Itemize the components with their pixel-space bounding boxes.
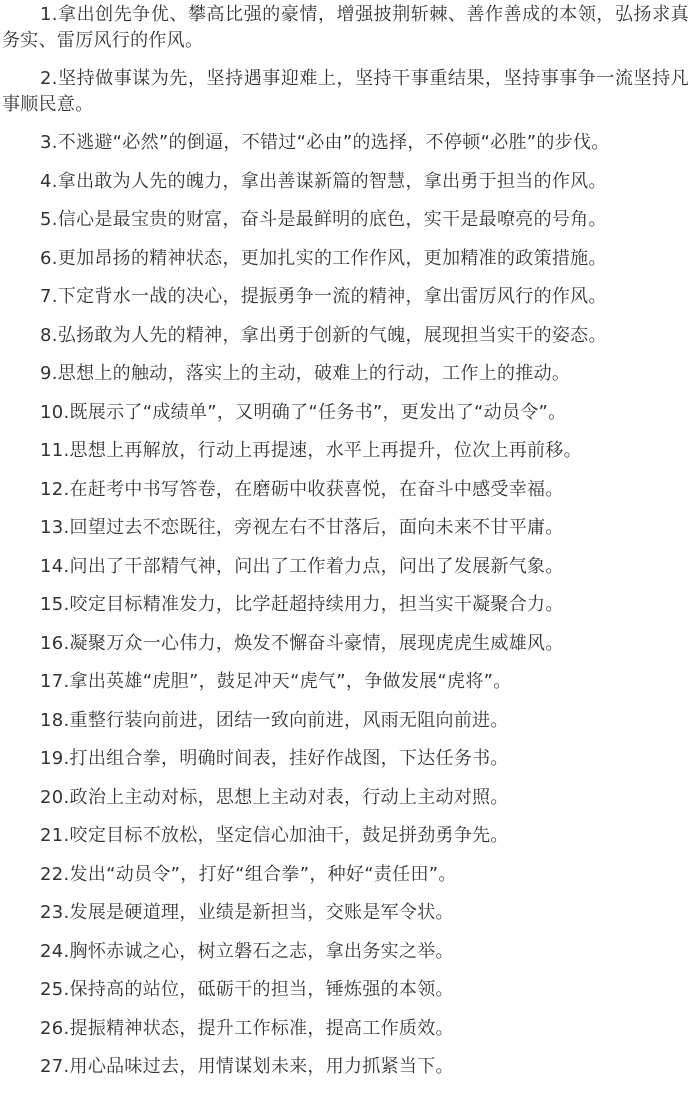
paragraph-22: 22.发出“动员令”，打好“组合拳”，种好“责任田”。 — [40, 863, 457, 885]
paragraph-25: 25.保持高的站位，砥砺干的担当，锤炼强的本领。 — [40, 979, 454, 1000]
paragraph-15: 15.咬定目标精准发力，比学赶超持续用力，担当实干凝聚合力。 — [40, 594, 564, 615]
paragraph-2: 2.坚持做事谋为先，坚持遇事迎难上，坚持干事重结果，坚持事事争一流坚持凡事顺民意。 — [2, 68, 689, 115]
paragraph-21: 21.咬定目标不放松，坚定信心加油干，鼓足拼劲勇争先。 — [40, 825, 509, 846]
paragraph-8: 8.弘扬敢为人先的精神，拿出勇于创新的气魄，展现担当实干的姿态。 — [40, 324, 607, 346]
paragraph-27: 27.用心品味过去，用情谋划未来，用力抓紧当下。 — [40, 1056, 454, 1077]
paragraph-10: 10.既展示了“成绩单”，又明确了“任务书”，更发出了“动员令”。 — [40, 401, 567, 423]
paragraph-12: 12.在赶考中书写答卷，在磨砺中收获喜悦，在奋斗中感受幸福。 — [40, 478, 564, 500]
paragraph-26: 26.提振精神状态，提升工作标准，提高工作质效。 — [40, 1017, 454, 1039]
paragraph-4: 4.拿出敢为人先的魄力，拿出善谋新篇的智慧，拿出勇于担当的作风。 — [40, 170, 607, 192]
paragraph-6: 6.更加昂扬的精神状态，更加扎实的工作作风，更加精准的政策措施。 — [40, 247, 607, 269]
paragraph-3: 3.不逃避“必然”的倒逼，不错过“必由”的选择，不停顿“必胜”的步伐。 — [40, 132, 610, 153]
paragraph-19: 19.打出组合拳，明确时间表，挂好作战图，下达任务书。 — [40, 748, 509, 769]
paragraph-11: 11.思想上再解放，行动上再提速，水平上再提升，位次上再前移。 — [40, 440, 582, 461]
paragraph-9: 9.思想上的触动，落实上的主动，破难上的行动，工作上的推动。 — [40, 363, 571, 384]
paragraph-20: 20.政治上主动对标，思想上主动对表，行动上主动对照。 — [40, 786, 509, 808]
paragraph-13: 13.回望过去不恋既往，旁视左右不甘落后，面向未来不甘平庸。 — [40, 517, 564, 538]
paragraph-17: 17.拿出英雄“虎胆”，鼓足冲天“虎气”，争做发展“虎将”。 — [40, 671, 512, 692]
paragraph-18: 18.重整行装向前进，团结一致向前进，风雨无阻向前进。 — [40, 709, 509, 731]
paragraph-7: 7.下定背水一战的决心，提振勇争一流的精神，拿出雷厉风行的作风。 — [40, 286, 607, 307]
paragraph-5: 5.信心是最宝贵的财富，奋斗是最鲜明的底色，实干是最嘹亮的号角。 — [40, 209, 607, 230]
paragraph-1: 1.拿出创先争优、攀高比强的豪情，增强披荆斩棘、善作善成的本领，弘扬求真务实、雷厉风行的作风。 — [2, 4, 689, 51]
paragraph-16: 16.凝聚万众一心伟力，焕发不懈奋斗豪情，展现虎虎生威雄风。 — [40, 632, 564, 654]
paragraph-14: 14.问出了干部精气神，问出了工作着力点，问出了发展新气象。 — [40, 555, 564, 577]
paragraph-24: 24.胸怀赤诚之心，树立磐石之志，拿出务实之举。 — [40, 940, 454, 962]
paragraph-23: 23.发展是硬道理，业绩是新担当，交账是军令状。 — [40, 902, 454, 923]
